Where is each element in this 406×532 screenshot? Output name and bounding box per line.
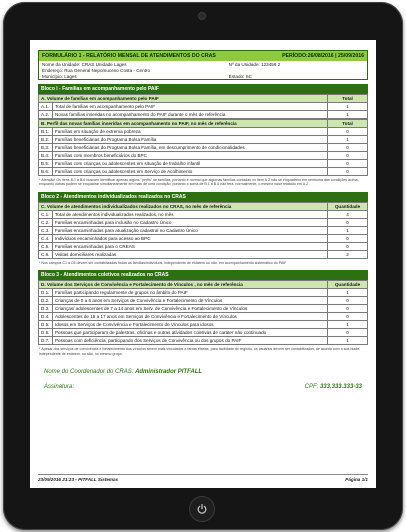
row-value: 0 <box>328 128 368 136</box>
section-b-header: B. Perfil das novas famílias inseridas em acompanhamento no PAIF, no mês de referência <box>39 120 328 128</box>
row-label: Famílias encaminhadas para inclusão no Cadastro Único <box>53 218 328 226</box>
table-section-a <box>38 94 368 119</box>
row-value: 0 <box>328 313 368 321</box>
table-row <box>39 144 368 152</box>
row-label: Famílias com crianças ou adolescentes em situação de trabalho infantil <box>53 160 328 168</box>
row-value: 1 <box>328 111 368 119</box>
unit-address: Endereço: Rua General Nepomuceno Costa - Centro <box>42 67 151 73</box>
table-row <box>39 226 368 234</box>
table-row <box>39 111 368 119</box>
header-spacer <box>229 68 364 73</box>
row-label: Pessoas com deficiência, participando dos Serviços de Convivência ou dos grupos do PAIF <box>53 337 328 345</box>
table-row <box>39 160 368 168</box>
row-label: Famílias com membros beneficiários do BPC <box>53 152 328 160</box>
coordinator-row <box>38 369 368 375</box>
row-code: D.4. <box>39 313 53 321</box>
table-header-row <box>39 281 368 289</box>
power-icon <box>196 503 208 515</box>
section-a-col: Total <box>328 95 368 103</box>
table-row <box>39 321 368 329</box>
row-label: Famílias beneficiárias do Programa Bolsa Família, em descumprimento de condicionalidades <box>53 144 328 152</box>
cpf-label: CPF: <box>304 384 319 391</box>
table-row <box>39 136 368 144</box>
footer-page: Página 1/1 <box>345 477 368 482</box>
table-row <box>39 128 368 136</box>
row-code: D.5. <box>39 321 53 329</box>
footer-timestamp: 23/09/2016 21:23 - PITFALL Sistemas <box>38 477 119 482</box>
row-code: B.1. <box>39 128 53 136</box>
row-label: Idosos em Serviços de Convivência e Fortalecimento de Vínculos para idosos <box>53 321 328 329</box>
row-code: D.6. <box>39 329 53 337</box>
table-row <box>39 210 368 218</box>
report-screen <box>30 40 376 488</box>
table-row <box>39 337 368 345</box>
rows-b <box>39 128 368 176</box>
report-header <box>38 50 368 80</box>
cpf-value: 333.333.333-33 <box>319 384 362 391</box>
block3-note: * Apesar dos serviços de convivência e fortalecimento dos vínculos serem mais vinculados a faixas etárias, para facilidade de registro, os usuários devem ser contabilizados, de acordo com a sua idade, independente de estarem, ou não, no mesmo grupo. <box>39 347 361 356</box>
row-label: Famílias encaminhadas para o CREAS <box>53 242 328 250</box>
table-row <box>39 168 368 176</box>
row-label: Total de atendimentos individualizados realizados, no mês <box>53 210 328 218</box>
row-code: D.2. <box>39 297 53 305</box>
coordinator-line <box>44 369 202 375</box>
unit-city: Município: Lages <box>42 73 77 79</box>
row-value: 2 <box>328 250 368 258</box>
row-code: D.3. <box>39 305 53 313</box>
signature-row <box>38 384 368 390</box>
row-label: Famílias encaminhadas para atualização cadastral no Cadastro Único <box>53 226 328 234</box>
row-code: B.5. <box>39 160 53 168</box>
row-code: C.2. <box>39 218 53 226</box>
row-value: 1 <box>328 337 368 345</box>
row-label: Famílias beneficiárias do Programa Bolsa Família <box>53 136 328 144</box>
table-row <box>39 250 368 258</box>
row-label: Indivíduos encaminhados para acesso ao BPC <box>53 234 328 242</box>
unit-name: Nome da Unidade: CRAS Unidade Lages <box>42 61 127 67</box>
section-c-col: Quantidade <box>328 202 368 210</box>
section-a-header: A. Volume de famílias em acompanhamento pelo PAIF <box>39 95 328 103</box>
cpf-line <box>305 384 362 390</box>
row-value: 1 <box>328 226 368 234</box>
row-code: B.3. <box>39 144 53 152</box>
coordinator-label: Nome do Coordenador do CRAS: <box>44 369 134 376</box>
block2-note: * Nos campos C1 a C6 devem ser contabilizadas todas as famílias/indivíduos, independente de estarem ou não, em acompanhamento sistemático do PAIF <box>39 260 287 265</box>
section-d-col: Quantidade <box>328 281 368 289</box>
row-code: B.6. <box>39 168 53 176</box>
row-value: 0 <box>328 152 368 160</box>
row-value: 0 <box>328 329 368 337</box>
row-value: 0 <box>328 297 368 305</box>
table-section-d <box>38 280 368 345</box>
rows-c <box>39 210 368 258</box>
row-label: Famílias participando regularmente de grupos no âmbito do PAIF <box>53 289 328 297</box>
row-value: 1 <box>328 103 368 111</box>
row-code: C.6. <box>39 250 53 258</box>
section-b-col: Total <box>328 120 368 128</box>
table-row <box>39 305 368 313</box>
table-header-row <box>39 202 368 210</box>
report-period: PERÍODO:26/08/2016 | 25/09/2016 <box>282 53 364 59</box>
rows-a <box>39 103 368 119</box>
table-section-b <box>38 119 368 176</box>
row-code: C.1. <box>39 210 53 218</box>
row-value: 0 <box>328 144 368 152</box>
row-value: 1 <box>328 321 368 329</box>
row-value: 0 <box>328 234 368 242</box>
row-label: Crianças/ adolescentes de 7 a 14 anos em Serv. de Convivência e Fortalecimento de Vínculos <box>53 305 328 313</box>
report-title-bar <box>39 51 367 61</box>
row-code: C.4. <box>39 234 53 242</box>
row-label: Visitas domiciliares realizadas <box>53 250 328 258</box>
row-code: C.5. <box>39 242 53 250</box>
block1-note: * Atenção! Os itens B.1 a B.6 buscam identificar apenas alguns "perfis" de famílias, portanto é normal que algumas famílias contadas no item A.2 não se enquadrem em nenhuma das condições acima, enquanto outras podem se enquadrar simultaneamente em mais de uma condição; portanto o soma de B.1 a B.6 não terá, normalmente, o mesmo valor relatado em A.2 <box>39 178 359 187</box>
block1-title: Bloco I - Famílias em acompanhamento pelo PAIF <box>38 84 368 94</box>
row-label: Famílias em situação de extrema pobreza <box>53 128 328 136</box>
signature-label: Assinatura: <box>44 384 75 391</box>
row-code: A.1. <box>39 103 53 111</box>
row-code: D.1. <box>39 289 53 297</box>
row-value: 0 <box>328 168 368 176</box>
row-value: 4 <box>328 210 368 218</box>
row-code: A.2. <box>39 111 53 119</box>
table-row <box>39 313 368 321</box>
unit-number: Nº da Unidade: 123456 2 <box>228 61 281 67</box>
table-row <box>39 103 368 111</box>
section-c-header: C. Volume de atendimentos individualizados realizados no CRAS, no mês de referência <box>39 202 328 210</box>
table-header-row <box>39 95 368 103</box>
block2-title: Bloco 2 - Atendimentos individualizados realizados no CRAS <box>38 192 368 202</box>
table-header-row <box>39 120 368 128</box>
row-code: C.3. <box>39 226 53 234</box>
table-row <box>39 152 368 160</box>
row-value: 1 <box>328 289 368 297</box>
unit-state: Estado: SC <box>228 73 252 79</box>
table-row <box>39 234 368 242</box>
row-label: Novas famílias inseridas no acompanhamento do PAIF durante o mês de referência <box>53 111 328 119</box>
row-value: 0 <box>328 305 368 313</box>
report-footer <box>38 474 368 482</box>
table-section-c <box>38 202 368 259</box>
coordinator-name: Administrador PITFALL <box>135 369 203 376</box>
table-row <box>39 329 368 337</box>
report-title: FORMULÁRIO 1 - RELATÓRIO MENSAL DE ATENDIMENTOS DO CRAS <box>42 53 216 59</box>
header-row-1 <box>39 61 367 67</box>
signature-section <box>38 369 368 390</box>
table-row <box>39 297 368 305</box>
row-value: 0 <box>328 218 368 226</box>
section-d-header: D. Volume dos Serviços de Convivência e Fortalecimento de Vínculos , no mês de referência <box>39 281 328 289</box>
row-value: 0 <box>328 242 368 250</box>
tablet-frame <box>3 2 403 530</box>
camera-icon <box>198 12 206 20</box>
row-label: Crianças de 0 a 6 anos em Serviços de Convivência e Fortalecimento de Vínculos <box>53 297 328 305</box>
row-code: B.4. <box>39 152 53 160</box>
header-row-2 <box>39 67 367 73</box>
row-value: 0 <box>328 160 368 168</box>
row-value: 1 <box>328 136 368 144</box>
table-row <box>39 289 368 297</box>
row-code: D.7. <box>39 337 53 345</box>
row-label: Pessoas que participaram de palestras, oficinas e outras atividades coletivas de caráter não continuado <box>53 329 328 337</box>
header-row-3 <box>39 73 367 79</box>
block3-title: Bloco 3 - Atendimentos coletivos realizados no CRAS <box>38 270 368 280</box>
row-code: B.2. <box>39 136 53 144</box>
home-button[interactable] <box>189 496 215 522</box>
table-row <box>39 218 368 226</box>
row-label: Adolescentes de 15 a 17 anos em Serviços de Convivência e Fortalecimento de Vínculos <box>53 313 328 321</box>
table-row <box>39 242 368 250</box>
row-label: Famílias com crianças ou adolescentes em Serviço de Acolhimento <box>53 168 328 176</box>
rows-d <box>39 289 368 345</box>
row-label: Total de famílias em acompanhamento pelo PAIF <box>53 103 328 111</box>
